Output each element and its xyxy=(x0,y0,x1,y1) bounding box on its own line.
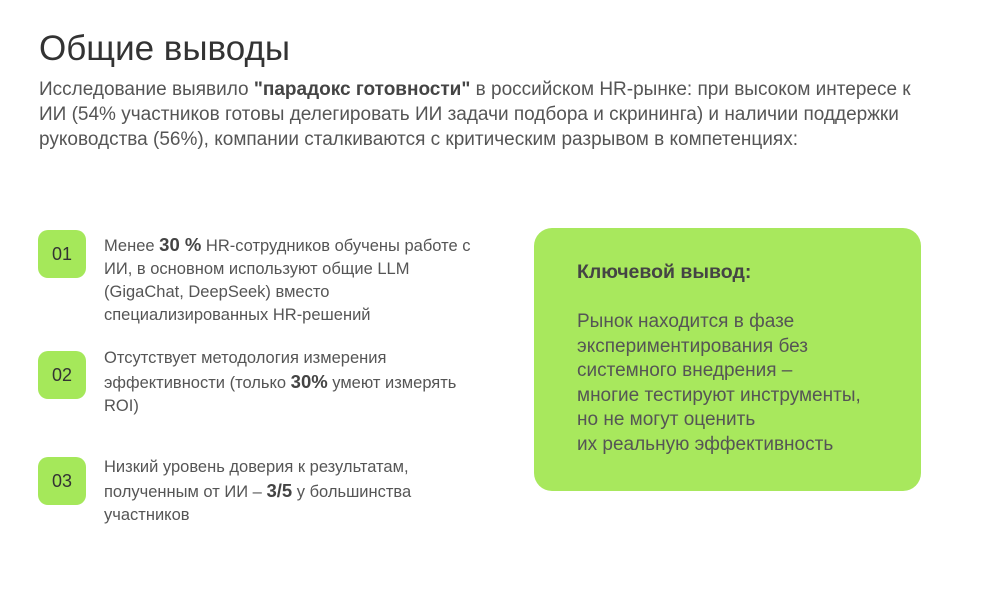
key-conclusion-line: системного внедрения – xyxy=(577,360,793,381)
key-conclusion-line: но не могут оценить xyxy=(577,409,756,430)
key-conclusion-line: экспериментирования без xyxy=(577,335,808,357)
finding-text xyxy=(104,347,484,418)
key-conclusion-line: их реальную эффективность xyxy=(577,433,834,455)
finding-highlight: 30 % xyxy=(159,234,202,255)
finding-text-start: Низкий уровень доверия к результатам, полученным от ИИ – xyxy=(104,458,409,501)
intro-text-start: Исследование выявило xyxy=(39,79,254,100)
finding-text-start: Менее xyxy=(104,237,160,255)
key-conclusion-text xyxy=(577,310,907,457)
intro-highlight: "парадокс готовности" xyxy=(253,79,471,100)
finding-highlight: 3/5 xyxy=(266,480,293,501)
finding-text xyxy=(104,233,484,327)
finding-text xyxy=(104,456,484,527)
finding-number-badge: 02 xyxy=(38,351,86,399)
finding-text-end: умеют измерять ROI) xyxy=(104,374,457,415)
page-title: Общие выводы xyxy=(39,29,291,68)
finding-number-badge: 03 xyxy=(38,457,86,505)
key-conclusion-line: Рынок находится в фазе xyxy=(577,311,795,332)
intro-text-end: в российском HR-рынке: при высоком интересе к ИИ (54% участников готовы делегировать ИИ задачи подбора и скрининга) и наличии поддержки руководства (56%), компании сталкиваются с критическим разрывом в компетенциях: xyxy=(39,79,911,150)
finding-highlight: 30% xyxy=(290,371,328,392)
intro-paragraph xyxy=(39,77,939,152)
finding-text-start: Отсутствует методология измерения эффективности (только xyxy=(104,349,387,392)
finding-text-end: HR-сотрудников обучены работе с ИИ, в основном используют общие LLM (GigaChat, DeepSeek) вместо специализированных HR-решений xyxy=(104,237,471,324)
finding-number-badge: 01 xyxy=(38,230,86,278)
finding-text-end: у большинства участников xyxy=(104,483,412,524)
key-conclusion-title: Ключевой вывод: xyxy=(577,261,752,283)
key-conclusion-line: многие тестируют инструменты, xyxy=(577,384,861,406)
key-conclusion-card xyxy=(534,228,921,491)
